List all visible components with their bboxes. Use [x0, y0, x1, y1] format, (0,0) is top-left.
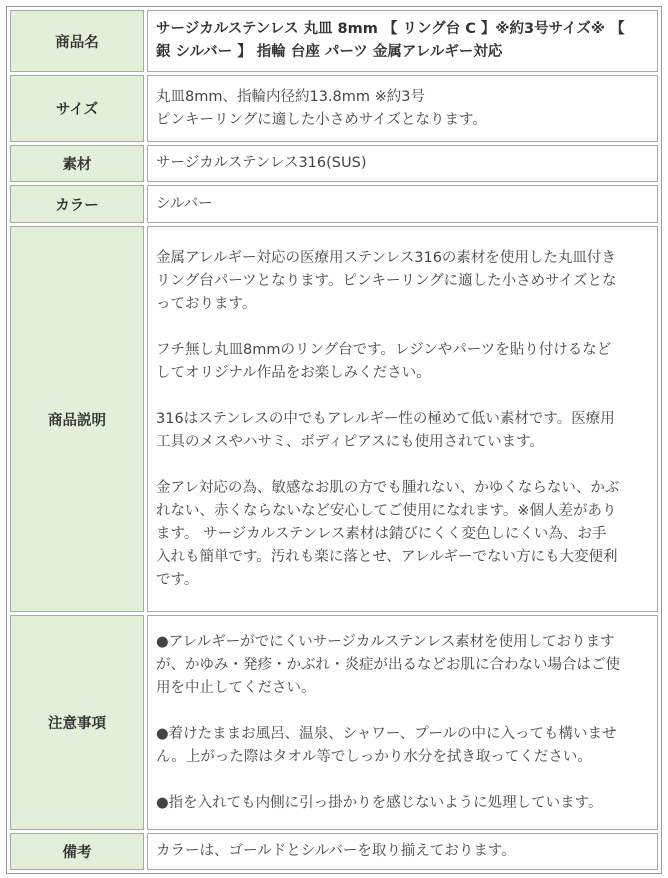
description-paragraph	[156, 339, 649, 385]
value-line: 工具のメスやハサミ、ボディピアスにも使用されています。	[156, 433, 545, 450]
spec-label: 商品名	[10, 10, 144, 72]
notes-paragraph	[156, 723, 649, 769]
description-paragraph	[156, 408, 649, 454]
value-line: リング台パーツとなります。ピンキーリングに適した小さめサイズとな	[156, 272, 617, 289]
notes-paragraph	[156, 792, 649, 815]
spec-row-product-name	[10, 10, 658, 72]
spec-row-size	[10, 75, 658, 142]
spec-row-material	[10, 145, 658, 182]
description-paragraph	[156, 477, 649, 592]
size-value	[147, 75, 658, 142]
spec-label: 商品説明	[10, 226, 144, 612]
spec-row-color	[10, 185, 658, 223]
paragraph-gap	[156, 700, 649, 723]
product-name-value	[147, 10, 658, 72]
value-line: 銀 シルバー 】 指輪 台座 パーツ 金属アレルギー対応	[156, 44, 503, 60]
value-line: ん。上がった際はタオル等でしっかり水分を拭き取ってください。	[156, 748, 592, 765]
value-line: カラーは、ゴールドとシルバーを取り揃えております。	[156, 843, 516, 859]
spec-label: 注意事項	[10, 615, 144, 830]
value-line: が、かゆみ・発疹・かぶれ・炎症が出るなどお肌に合わない場合はご使	[156, 656, 620, 673]
value-line: 金属アレルギー対応の医療用ステンレス316の素材を使用した丸皿付き	[156, 249, 616, 266]
value-line: サージカルステンレス 丸皿 8mm 【 リング台 C 】※約3号サイズ※ 【	[156, 21, 625, 37]
value-line: 金アレ対応の為、敏感なお肌の方でも腫れない、かゆくならない、かぶ	[156, 479, 620, 496]
value-line: してオリジナル作品をお楽しみください。	[156, 364, 431, 381]
value-line: シルバー	[156, 195, 213, 212]
value-line: 316はステンレスの中でもアレルギー性の極めて低い素材です。医療用	[156, 410, 615, 427]
spec-row-remarks	[10, 833, 658, 870]
value-line: れない、赤くならないなど安心してご使用になれます。※個人差があり	[156, 502, 617, 519]
value-line: ピンキーリングに適した小さめサイズとなります。	[156, 111, 487, 128]
spec-label: 備考	[10, 833, 144, 870]
spec-label: カラー	[10, 185, 144, 223]
paragraph-gap	[156, 769, 649, 792]
value-line: サージカルステンレス316(SUS)	[156, 155, 367, 171]
remarks-value	[147, 833, 658, 870]
paragraph-gap	[156, 454, 649, 477]
value-line: 入れも簡単です。汚れも楽に落とせ、アレルギーでない方にも大変便利	[156, 548, 618, 565]
value-line: 用を中止してください。	[156, 679, 316, 696]
product-spec-table	[6, 6, 662, 874]
value-line: ●指を入れても内側に引っ掛かりを感じないように処理しています。	[156, 794, 603, 811]
spec-label: 素材	[10, 145, 144, 182]
notes-paragraph	[156, 631, 649, 700]
material-value	[147, 145, 658, 182]
spec-row-description	[10, 226, 658, 612]
description-paragraph	[156, 247, 649, 316]
value-line: です。	[156, 571, 199, 588]
notes-value	[147, 615, 658, 830]
value-line: フチ無し丸皿8mmのリング台です。レジンやパーツを貼り付けるなど	[156, 341, 612, 358]
color-value	[147, 185, 658, 223]
value-line: ●着けたままお風呂、温泉、シャワー、プールの中に入っても構いませ	[156, 725, 617, 742]
value-line: ●アレルギーがでにくいサージカルステンレス素材を使用しております	[156, 633, 615, 650]
value-line: 丸皿8mm、指輪内径約13.8mm ※約3号	[156, 88, 425, 105]
value-line: っております。	[156, 295, 257, 312]
paragraph-gap	[156, 385, 649, 408]
description-value	[147, 226, 658, 612]
paragraph-gap	[156, 316, 649, 339]
value-line: ます。 サージカルステンレス素材は錆びにくく変色しにくい為、お手	[156, 525, 607, 542]
spec-label: サイズ	[10, 75, 144, 142]
spec-row-notes	[10, 615, 658, 830]
